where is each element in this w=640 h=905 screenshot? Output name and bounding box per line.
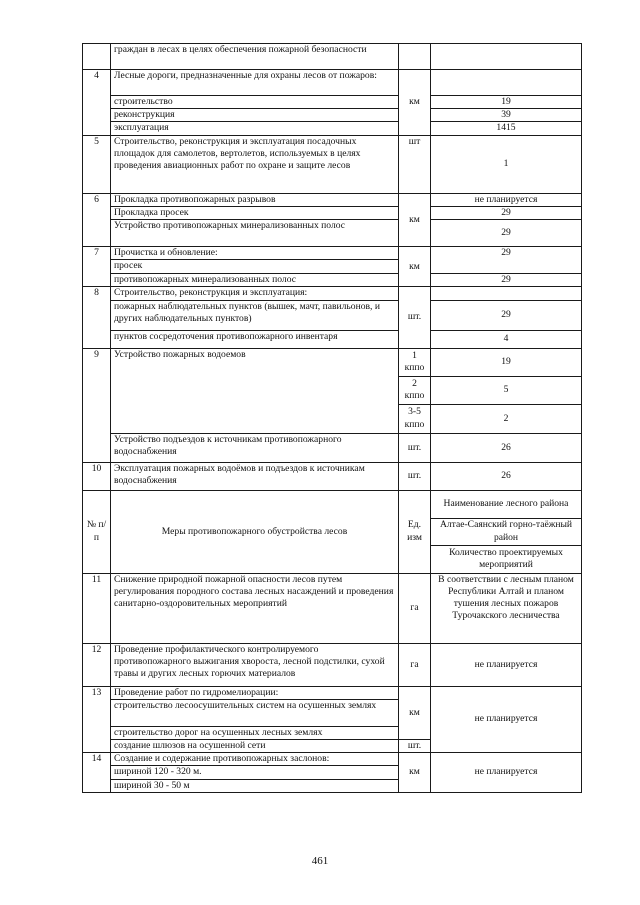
row-unit: км <box>399 193 431 246</box>
table-row <box>83 300 582 330</box>
row-item: строительство <box>111 96 399 109</box>
row-value: не планируется <box>431 193 582 206</box>
table-row <box>83 96 582 109</box>
row-item: Прокладка противопожарных разрывов <box>111 193 399 206</box>
row-item: противопожарных минерализованных полос <box>111 274 399 287</box>
row-num: 8 <box>83 287 111 348</box>
header-district-name: Алтае-Саянский горно-таёжный район <box>431 518 582 545</box>
row-value: 29 <box>431 206 582 219</box>
row-value: 29 <box>431 274 582 287</box>
row-unit: 2 кппо <box>399 376 431 404</box>
row-unit: 1 кппо <box>399 348 431 376</box>
table-row <box>83 643 582 686</box>
row-value: 26 <box>431 462 582 490</box>
row-item: реконструкция <box>111 109 399 122</box>
row-value: не планируется <box>431 643 582 686</box>
row-unit: км <box>399 247 431 287</box>
row-title: Устройство пожарных водоемов <box>111 348 399 433</box>
header-measures: Меры противопожарного обустройства лесов <box>111 490 399 573</box>
row-value: 1415 <box>431 122 582 135</box>
row-value: 29 <box>431 247 582 274</box>
row-title: Прочистка и обновление: <box>111 247 399 260</box>
row-item: Прокладка просек <box>111 206 399 219</box>
row-num: 7 <box>83 247 111 287</box>
table-row <box>83 70 582 96</box>
row-title: Строительство, реконструкция и эксплуатация: <box>111 287 399 300</box>
row-item: Устройство противопожарных минерализованных полос <box>111 220 399 247</box>
header-unit: Ед. изм <box>399 490 431 573</box>
table-row <box>83 135 582 193</box>
row-item: просек <box>111 260 399 274</box>
row-num: 6 <box>83 193 111 246</box>
table-row <box>83 686 582 699</box>
fire-measures-table <box>82 43 582 793</box>
row-title: Создание и содержание противопожарных заслонов: <box>111 753 399 766</box>
row-num: 12 <box>83 643 111 686</box>
row-value: В соответствии с лесным планом Республики Алтай и планом тушения лесных пожаров Турочакского лесничества <box>431 573 582 643</box>
table-row <box>83 247 582 260</box>
row-unit: шт <box>399 135 431 193</box>
row-unit: га <box>399 643 431 686</box>
header-district-label: Наименование лесного района <box>431 490 582 518</box>
row-item: пожарных наблюдательных пунктов (вышек, мачт, павильонов, и других наблюдательных пунктов) <box>111 300 399 330</box>
row-num: 13 <box>83 686 111 753</box>
table-row <box>83 122 582 135</box>
row-num: 14 <box>83 753 111 793</box>
header-num: № п/п <box>83 490 111 573</box>
table-row <box>83 287 582 300</box>
page-number: 461 <box>311 855 329 867</box>
row-value: 2 <box>431 404 582 433</box>
row-value: 29 <box>431 300 582 330</box>
row-value: 29 <box>431 220 582 247</box>
header-quantity-label: Количество проектируемых мероприятий <box>431 545 582 573</box>
table-row <box>83 573 582 643</box>
row-item: пунктов сосредоточения противопожарного инвентаря <box>111 330 399 348</box>
row-value: 5 <box>431 376 582 404</box>
row-num: 10 <box>83 462 111 490</box>
row-title: Лесные дороги, предназначенные для охраны лесов от пожаров: <box>111 70 399 96</box>
row-text: граждан в лесах в целях обеспечения пожарной безопасности <box>111 44 399 70</box>
table-header-row <box>83 490 582 518</box>
row-value: 39 <box>431 109 582 122</box>
row-title: Снижение природной пожарной опасности лесов путем регулирования породного состава лесных насаждений и проведения санитарно-оздоровительных мероприятий <box>111 573 399 643</box>
row-item: шириной 30 - 50 м <box>111 779 399 792</box>
row-value: 1 <box>431 135 582 193</box>
row-value: 19 <box>431 348 582 376</box>
row-title: Проведение профилактического контролируемого противопожарного выжигания хвороста, лесной подстилки, сухой травы и других лесных горючих материалов <box>111 643 399 686</box>
table-row <box>83 348 582 376</box>
row-unit: 3-5 кппо <box>399 404 431 433</box>
row-num: 4 <box>83 70 111 136</box>
row-unit: шт. <box>399 740 431 753</box>
row-value: 4 <box>431 330 582 348</box>
row-unit: км <box>399 686 431 739</box>
row-unit: км <box>399 70 431 136</box>
row-num: 5 <box>83 135 111 193</box>
table-row <box>83 109 582 122</box>
row-num: 11 <box>83 573 111 643</box>
table-row <box>83 193 582 206</box>
row-title: Проведение работ по гидромелиорации: <box>111 686 399 699</box>
row-unit: шт. <box>399 433 431 462</box>
table-row <box>83 462 582 490</box>
table-row <box>83 44 582 70</box>
row-value: не планируется <box>431 753 582 793</box>
row-unit: шт. <box>399 462 431 490</box>
table-row <box>83 206 582 219</box>
row-value: не планируется <box>431 686 582 753</box>
row-unit: шт. <box>399 287 431 348</box>
table-row <box>83 330 582 348</box>
row-unit: га <box>399 573 431 643</box>
row-item: эксплуатация <box>111 122 399 135</box>
row-item: строительство дорог на осушенных лесных землях <box>111 726 399 739</box>
row-value: 26 <box>431 433 582 462</box>
row-unit: км <box>399 753 431 793</box>
table-row <box>83 433 582 462</box>
row-item: шириной 120 - 320 м. <box>111 766 399 779</box>
row-item: создание шлюзов на осушенной сети <box>111 740 399 753</box>
row-item: Устройство подъездов к источникам противопожарного водоснабжения <box>111 433 399 462</box>
table-row <box>83 220 582 247</box>
row-title: Строительство, реконструкция и эксплуатация посадочных площадок для самолетов, вертолетов, используемых в целях проведения авиационных работ по охране и защите лесов <box>111 135 399 193</box>
table-row <box>83 274 582 287</box>
row-title: Эксплуатация пожарных водоёмов и подъездов к источникам водоснабжения <box>111 462 399 490</box>
row-value: 19 <box>431 96 582 109</box>
row-num <box>83 44 111 70</box>
row-item: строительство лесоосушительных систем на осушенных землях <box>111 699 399 726</box>
table-row <box>83 753 582 766</box>
row-num: 9 <box>83 348 111 462</box>
